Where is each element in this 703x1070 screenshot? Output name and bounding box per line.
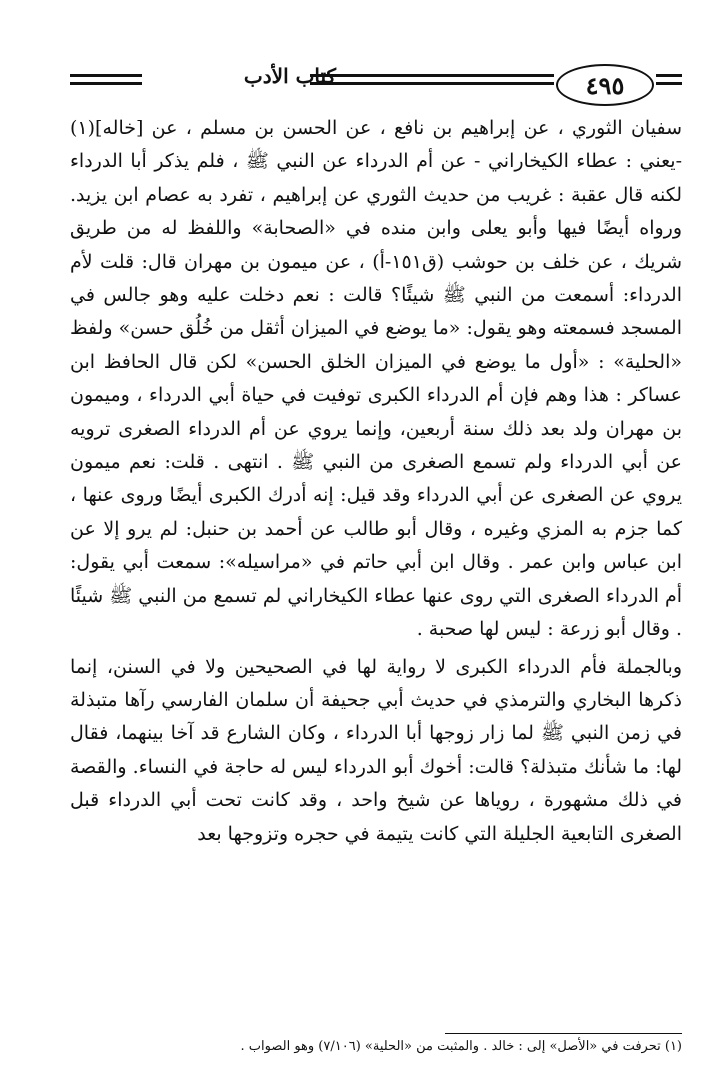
running-title: كتاب الأدب <box>243 64 337 88</box>
paragraph-2: وبالجملة فأم الدرداء الكبرى لا رواية لها في الصحيحين ولا في السنن، إنما ذكرها البخاري والترمذي في حديث أبي جحيفة أن سلمان الفارسي رآها متبذلة في زمن النبي ﷺ لما زار زوجها أبا الدرداء ، وكان الشارع قد آخا بينهما، فقال لها: ما شأنك متبذلة؟ قالت: أخوك أبو الدرداء ليس له حاجة في النساء. والقصة في ذلك مشهورة ، روياها عن شيخ واحد ، وقد كانت تحت أبي الدرداء قبل الصغرى التابعية الجليلة التي كانت يتيمة في حجره وتزوجها بعد <box>70 655 682 845</box>
header-rule-right-bottom <box>656 82 682 85</box>
header-rule-left-top <box>70 74 142 77</box>
header-rule-middle-bottom <box>310 82 554 85</box>
footnote: (١) تحرفت في «الأصل» إلى : خالد . والمثبت من «الحلية» (٧/١٠٦) وهو الصواب . <box>240 1039 682 1054</box>
page-number-badge <box>556 64 654 106</box>
header-rule-left-bottom <box>70 82 142 85</box>
paragraph-1: سفيان الثوري ، عن إبراهيم بن نافع ، عن الحسن بن مسلم ، عن [خاله](١) -يعني : عطاء الكيخاراني - عن أم الدرداء عن النبي ﷺ ، فلم يذكر أبا الدرداء لكنه قال عقبة : غريب من حديث الثوري عن إبراهيم ، تفرد به عصام ابن يزيد. ورواه أيضًا فيها وأبو يعلى وابن منده في «الصحابة» واللفظ له من طريق شريك ، عن خلف بن حوشب (ق١٥١-أ) ، عن ميمون بن مهران قال: قلت لأم الدرداء: أسمعت من النبي ﷺ شيئًا؟ قالت : نعم دخلت عليه وهو جالس في المسجد فسمعته وهو يقول: «ما يوضع في الميزان أثقل من خُلُق حسن» ولفظ «الحلية» : «أول ما يوضع في الميزان الخلق الحسن» لكن قال الحافظ ابن عساكر : هذا وهم فإن أم الدرداء الكبرى توفيت في حياة أبي الدرداء ، وميمون بن مهران ولد بعد ذلك سنة أربعين، وإنما يروي عن أم الدرداء الصغرى ترويه عن أبي الدرداء ولم تسمع الصغرى من النبي ﷺ . انتهى . قلت: نعم ميمون يروي عن الصغرى عن أبي الدرداء وقد قيل: إنه أدرك الكبرى أيضًا وروى عنها ، كما جزم به المزي وغيره ، وقال أبو طالب عن أحمد بن حنبل: لم يرو إلا عن ابن عباس وابن عمر . وقال ابن أبي حاتم في «مراسيله»: سمعت أبي يقول: أم الدرداء الصغرى التي روى عنها عطاء الكيخاراني لم تسمع من النبي ﷺ شيئًا . وقال أبو زرعة : ليس لها صحبة . <box>70 117 682 641</box>
page-number: ٤٩٥ <box>585 70 625 100</box>
header-rule-right-top <box>656 74 682 77</box>
main-text <box>70 112 682 851</box>
page-header <box>70 62 680 108</box>
header-rule-middle-top <box>310 74 554 77</box>
footnote-divider <box>445 1033 682 1034</box>
